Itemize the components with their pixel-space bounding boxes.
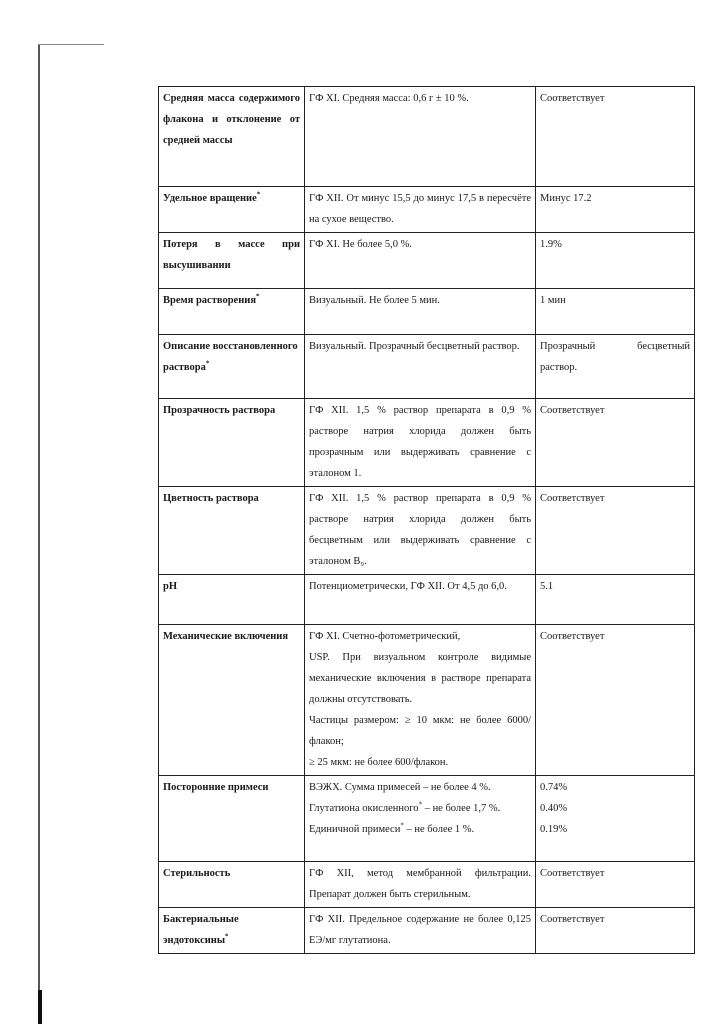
result-line: 0.40% bbox=[540, 803, 568, 814]
indicator-name: Время растворения* bbox=[159, 289, 305, 335]
requirement-cell: ГФ XII. 1,5 % раствор препарата в 0,9 % растворе натрия хлорида должен быть прозрачным или выдерживать сравнение с эталоном 1. bbox=[305, 399, 536, 487]
scan-edge-top bbox=[38, 44, 104, 45]
table-row bbox=[159, 862, 695, 908]
requirement-cell: ГФ XII, метод мембранной фильтрации. Препарат должен быть стерильным. bbox=[305, 862, 536, 908]
requirement-line: Единичной примеси* – не более 1 %. bbox=[309, 821, 475, 835]
scan-edge-mark bbox=[38, 990, 42, 1024]
result-cell: Соответствует bbox=[536, 399, 695, 487]
result-cell: Прозрачный бесцветный раствор. bbox=[536, 335, 695, 399]
requirement-cell: ГФ XI. Средняя масса: 0,6 г ± 10 %. bbox=[305, 87, 536, 187]
result-cell: 1.9% bbox=[536, 233, 695, 289]
table-row bbox=[159, 289, 695, 335]
requirement-cell: Визуальный. Прозрачный бесцветный раствор. bbox=[305, 335, 536, 399]
requirement-cell: ГФ XII. 1,5 % раствор препарата в 0,9 % растворе натрия хлорида должен быть бесцветным или выдерживать сравнение с эталоном B₉. bbox=[305, 487, 536, 575]
requirement-cell: Визуальный. Не более 5 мин. bbox=[305, 289, 536, 335]
requirement-cell: ГФ XI. Не более 5,0 %. bbox=[305, 233, 536, 289]
result-cell: Соответствует bbox=[536, 487, 695, 575]
scan-edge-left bbox=[38, 44, 40, 1024]
table-row bbox=[159, 908, 695, 954]
result-cell: 1 мин bbox=[536, 289, 695, 335]
result-cell: Минус 17.2 bbox=[536, 187, 695, 233]
requirement-cell: ГФ XII. Предельное содержание не более 0,125 ЕЭ/мг глутатиона. bbox=[305, 908, 536, 954]
requirement-cell bbox=[305, 776, 536, 862]
result-line: 0.19% bbox=[540, 824, 568, 835]
table-row bbox=[159, 87, 695, 187]
requirement-line: Частицы размером: ≥ 10 мкм: не более 6000/флакон; bbox=[309, 715, 531, 747]
table-row bbox=[159, 187, 695, 233]
indicator-name: Удельное вращение* bbox=[159, 187, 305, 233]
indicator-name: Стерильность bbox=[159, 862, 305, 908]
result-cell: 5.1 bbox=[536, 575, 695, 625]
result-cell bbox=[536, 776, 695, 862]
requirement-line: Глутатиона окисленного* – не более 1,7 %. bbox=[309, 800, 501, 814]
table-row bbox=[159, 487, 695, 575]
indicator-name: Механические включения bbox=[159, 625, 305, 776]
table-row bbox=[159, 233, 695, 289]
result-cell: Соответствует bbox=[536, 908, 695, 954]
result-cell: Соответствует bbox=[536, 87, 695, 187]
indicator-name: Описание восстановленного раствора* bbox=[159, 335, 305, 399]
requirement-cell bbox=[305, 625, 536, 776]
indicator-name: Цветность раствора bbox=[159, 487, 305, 575]
specification-table bbox=[158, 86, 695, 954]
table-row bbox=[159, 625, 695, 776]
table-row bbox=[159, 399, 695, 487]
indicator-name: Прозрачность раствора bbox=[159, 399, 305, 487]
table-row bbox=[159, 575, 695, 625]
indicator-name: Посторонние примеси bbox=[159, 776, 305, 862]
requirement-line: ГФ XI. Счетно-фотометрический, bbox=[309, 631, 461, 642]
table-row bbox=[159, 776, 695, 862]
result-cell: Соответствует bbox=[536, 625, 695, 776]
indicator-name: Потеря в массе при высушивании bbox=[159, 233, 305, 289]
result-line: 0.74% bbox=[540, 782, 568, 793]
table-row bbox=[159, 335, 695, 399]
requirement-line: ≥ 25 мкм: не более 600/флакон. bbox=[309, 757, 449, 768]
result-cell: Соответствует bbox=[536, 862, 695, 908]
indicator-name: Средняя масса содержимого флакона и отклонение от средней массы bbox=[159, 87, 305, 187]
requirement-cell: Потенциометрически, ГФ XII. От 4,5 до 6,0. bbox=[305, 575, 536, 625]
indicator-name: Бактериальные эндотоксины* bbox=[159, 908, 305, 954]
requirement-cell: ГФ XII. От минус 15,5 до минус 17,5 в пересчёте на сухое вещество. bbox=[305, 187, 536, 233]
requirement-line: ВЭЖХ. Сумма примесей – не более 4 %. bbox=[309, 782, 491, 793]
indicator-name: pH bbox=[159, 575, 305, 625]
requirement-line: USP. При визуальном контроле видимые механические включения в растворе препарата должны отсутствовать. bbox=[309, 652, 531, 705]
